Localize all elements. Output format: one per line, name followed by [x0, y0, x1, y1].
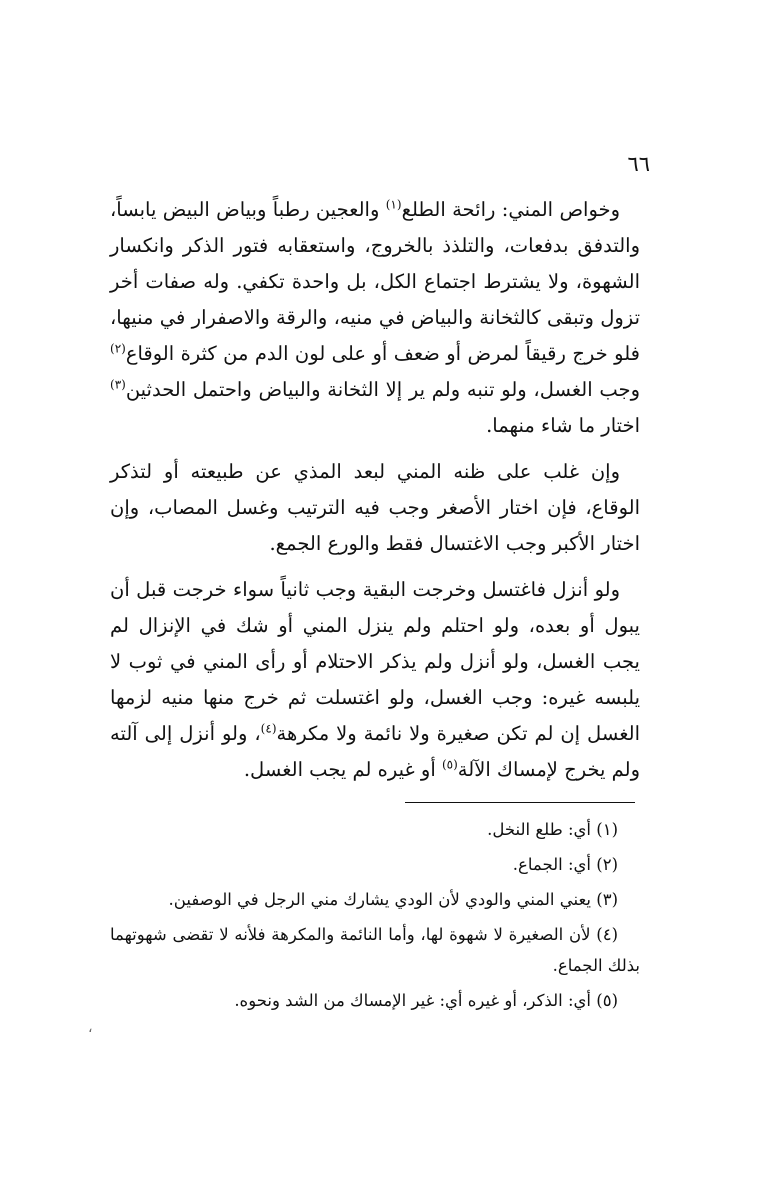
text-segment: والعجين رطباً وبياض البيض يابساً، والتدفق بدفعات، والتلذذ بالخروج، واستعقابه فتور الذكر وانكسار الشهوة، ولا يشترط اجتماع الكل، بل واحدة تكفي. وله صفات أخر تزول وتبقى كالثخانة والبياض في منيه، والرقة والاصفرار في منيها، فلو خرج رقيقاً لمرض أو ضعف أو على لون الدم من كثرة الوقاع: [110, 198, 640, 365]
footnote-ref-2: (٢): [110, 341, 126, 356]
margin-mark: ،: [88, 1020, 93, 1036]
footnote-separator: [405, 802, 635, 803]
text-segment: ، ولو أنزل إلى آلته ولم يخرج لإمساك الآلة: [110, 722, 640, 781]
text-segment: وإن غلب على ظنه المني لبعد المذي عن طبيعته أو لتذكر الوقاع، فإن اختار الأصغر وجب فيه الترتيب وغسل المصاب، وإن اختار الأكبر وجب الاغتسال فقط والورع الجمع.: [110, 460, 640, 555]
text-segment: اختار ما شاء منهما.: [486, 414, 640, 437]
footnote-ref-3: (٣): [110, 377, 126, 392]
footnote-1: (١) أي: طلع النخل.: [487, 820, 618, 839]
footnote-2: (٢) أي: الجماع.: [512, 855, 618, 874]
footnote-5: (٥) أي: الذكر، أو غيره أي: غير الإمساك من الشد ونحوه.: [234, 991, 618, 1010]
footnote-ref-4: (٤): [260, 721, 277, 736]
footnote-ref-1: (١): [385, 197, 402, 212]
footnote-ref-5: (٥): [441, 757, 458, 772]
paragraph-3: [110, 572, 640, 788]
footnotes: [110, 814, 640, 1020]
paragraph-2: [110, 454, 640, 562]
paragraph-1: [110, 192, 640, 444]
page-number: ٦٦: [627, 152, 650, 176]
text-segment: ولو أنزل فاغتسل وخرجت البقية وجب ثانياً سواء خرجت قبل أن يبول أو بعده، ولو احتلم ولم ينزل المني أو شك في الإنزال لم يجب الغسل، ولو أنزل ولم يذكر الاحتلام أو رأى المني في ثوب لا يلبسه غيره: وجب الغسل، ولو اغتسلت ثم خرج منها منيه لزمها الغسل إن لم تكن صغيرة ولا نائمة ولا مكرهة: [110, 578, 640, 745]
main-text: [110, 192, 640, 798]
footnote-4: (٤) لأن الصغيرة لا شهوة لها، وأما النائمة والمكرهة فلأنه لا تقضى شهوتهما بذلك الجماع.: [110, 925, 640, 975]
text-segment: وخواص المني: رائحة الطلع: [401, 198, 620, 221]
text-segment: أو غيره لم يجب الغسل.: [243, 758, 442, 781]
text-segment: وجب الغسل، ولو تنبه ولم ير إلا الثخانة والبياض واحتمل الحدثين: [125, 378, 640, 401]
footnote-3: (٣) يعني المني والودي لأن الودي يشارك مني الرجل في الوصفين.: [168, 890, 618, 909]
